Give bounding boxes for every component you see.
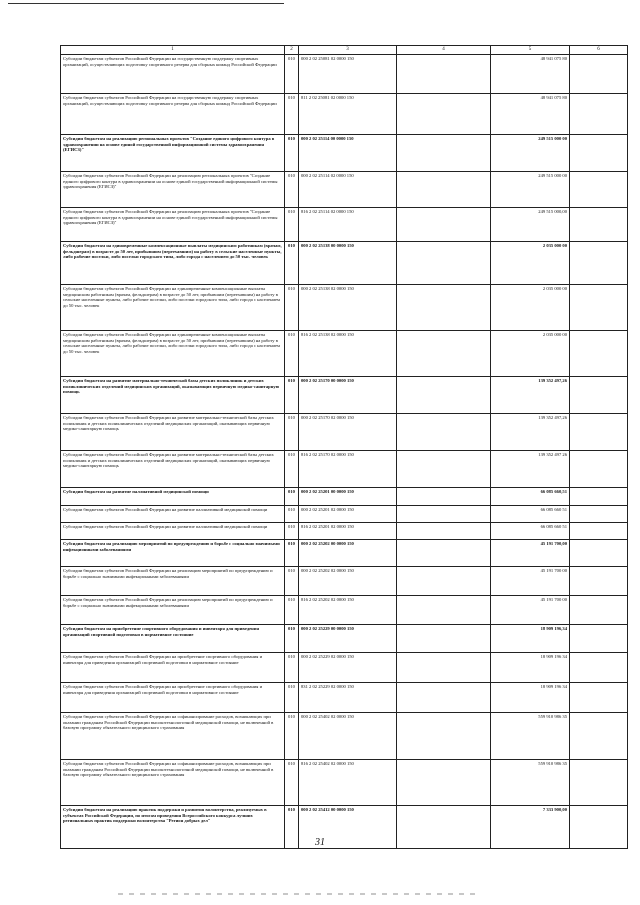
row-amount-cell: 7 333 900,00 <box>491 806 570 849</box>
row-budget-code-cell: 816 2 02 25201 02 0000 150 <box>299 523 397 540</box>
row-budget-code-cell: 000 2 02 25138 02 0000 150 <box>299 285 397 331</box>
row-empty-cell <box>397 625 491 653</box>
row-name-cell: Субсидии бюджетам субъектов Российской Федерации на реализацию региональных проектов "Создание единого цифрового контура в здравоохранении на основе единой государственной информационной системы здравоохранения (ЕГИСЗ)" <box>61 172 285 208</box>
table-row <box>61 55 628 94</box>
row-empty-cell <box>397 523 491 540</box>
row-empty-cell <box>397 506 491 523</box>
row-amount-cell: 559 910 986 35 <box>491 760 570 806</box>
row-percent-cell <box>570 242 628 285</box>
table-row <box>61 625 628 653</box>
table-header-row <box>61 46 628 55</box>
row-amount-cell: 249 515 000 00 <box>491 172 570 208</box>
row-percent-cell <box>570 653 628 683</box>
header-col-6: 6 <box>570 46 628 55</box>
row-budget-code-cell: 000 2 02 25201 02 0000 150 <box>299 506 397 523</box>
row-budget-code-cell: 816 2 02 25402 02 0000 150 <box>299 760 397 806</box>
row-budget-code-cell: 000 2 02 25114 00 0000 150 <box>299 135 397 172</box>
row-line-code-cell: 010 <box>285 285 299 331</box>
row-name-cell: Субсидии бюджетам субъектов Российской Федерации на реализацию региональных проектов "Создание единого цифрового контура в здравоохранении на основе единой государственной информационной системы здравоохранения (ЕГИСЗ)" <box>61 208 285 242</box>
row-budget-code-cell: 000 2 02 25170 00 0000 150 <box>299 377 397 414</box>
row-percent-cell <box>570 377 628 414</box>
table-row <box>61 683 628 713</box>
row-line-code-cell: 010 <box>285 625 299 653</box>
row-name-cell: Субсидии бюджетам субъектов Российской Федерации на софинансирование расходов, возникающих при оказании гражданам Российской Федерации высокотехнологичной медицинской помощи, не включенной в базовую программу обязательного медицинского страхования <box>61 760 285 806</box>
row-budget-code-cell: 816 2 02 25114 02 0000 150 <box>299 208 397 242</box>
row-amount-cell: 66 085 660,51 <box>491 488 570 506</box>
row-line-code-cell: 010 <box>285 488 299 506</box>
row-amount-cell: 48 941 075 80 <box>491 55 570 94</box>
row-line-code-cell: 010 <box>285 135 299 172</box>
table-row <box>61 94 628 135</box>
row-percent-cell <box>570 331 628 377</box>
table-row <box>61 135 628 172</box>
table-row <box>61 242 628 285</box>
row-amount-cell: 249 515 000 00 <box>491 135 570 172</box>
row-empty-cell <box>397 414 491 451</box>
row-percent-cell <box>570 285 628 331</box>
table-row <box>61 540 628 567</box>
row-amount-cell: 45 191 700 00 <box>491 567 570 596</box>
row-amount-cell: 139 352 497 26 <box>491 451 570 488</box>
row-name-cell: Субсидии бюджетам на развитие материально-технической базы детских поликлиник и детских поликлинических отделений медицинских организаций, оказывающих первичную медико-санитарную помощь <box>61 377 285 414</box>
table-row <box>61 523 628 540</box>
row-budget-code-cell: 000 2 02 25138 00 0000 150 <box>299 242 397 285</box>
row-percent-cell <box>570 683 628 713</box>
row-line-code-cell: 010 <box>285 172 299 208</box>
row-empty-cell <box>397 208 491 242</box>
row-amount-cell: 559 910 986 35 <box>491 713 570 760</box>
table-body <box>61 55 628 849</box>
page-number: 31 <box>315 837 325 848</box>
row-line-code-cell: 010 <box>285 55 299 94</box>
row-amount-cell: 18 909 196 34 <box>491 653 570 683</box>
row-line-code-cell: 010 <box>285 208 299 242</box>
row-name-cell: Субсидии бюджетам субъектов Российской Федерации на развитие паллиативной медицинской помощи <box>61 523 285 540</box>
row-amount-cell: 48 941 075 80 <box>491 94 570 135</box>
row-line-code-cell: 010 <box>285 506 299 523</box>
row-budget-code-cell: 811 2 02 25081 02 0000 150 <box>299 94 397 135</box>
row-name-cell: Субсидии бюджетам на развитие паллиативной медицинской помощи <box>61 488 285 506</box>
row-empty-cell <box>397 488 491 506</box>
table-row <box>61 713 628 760</box>
row-line-code-cell: 010 <box>285 523 299 540</box>
row-name-cell: Субсидии бюджетам субъектов Российской Федерации на приобретение спортивного оборудования и инвентаря для приведения организаций спортивной подготовки в нормативное состояние <box>61 653 285 683</box>
row-budget-code-cell: 000 2 02 25202 02 0000 150 <box>299 567 397 596</box>
header-col-4: 4 <box>397 46 491 55</box>
row-empty-cell <box>397 135 491 172</box>
row-percent-cell <box>570 523 628 540</box>
header-col-5: 5 <box>491 46 570 55</box>
row-budget-code-cell: 000 2 02 25229 02 0000 150 <box>299 653 397 683</box>
table-row <box>61 760 628 806</box>
table-row <box>61 506 628 523</box>
row-line-code-cell: 010 <box>285 653 299 683</box>
row-amount-cell: 139 352 497,26 <box>491 377 570 414</box>
row-percent-cell <box>570 451 628 488</box>
table-row <box>61 331 628 377</box>
row-percent-cell <box>570 94 628 135</box>
table-row <box>61 567 628 596</box>
row-name-cell: Субсидии бюджетам субъектов Российской Федерации на государственную поддержку спортивных организаций, осуществляющих подготовку спортивного резерва для сборных команд Российской Федерации <box>61 94 285 135</box>
budget-revenue-table <box>60 45 628 849</box>
row-empty-cell <box>397 451 491 488</box>
row-budget-code-cell: 816 2 02 25202 02 0000 150 <box>299 596 397 625</box>
table-row <box>61 208 628 242</box>
row-name-cell: Субсидии бюджетам субъектов Российской Федерации на реализацию мероприятий по предупреждению и борьбе с социально значимыми инфекционными заболеваниями <box>61 596 285 625</box>
row-percent-cell <box>570 506 628 523</box>
table-row <box>61 414 628 451</box>
row-amount-cell: 66 085 660 51 <box>491 523 570 540</box>
row-percent-cell <box>570 488 628 506</box>
row-name-cell: Субсидии бюджетам субъектов Российской Федерации на развитие материально-технической базы детских поликлиник и детских поликлинических отделений медицинских организаций, оказывающих первичную медико-санитарную помощь <box>61 451 285 488</box>
row-name-cell: Субсидии бюджетам на реализацию региональных проектов "Создание единого цифрового контура в здравоохранении на основе единой государственной информационной системы здравоохранения (ЕГИСЗ)" <box>61 135 285 172</box>
row-empty-cell <box>397 540 491 567</box>
row-line-code-cell: 010 <box>285 540 299 567</box>
row-budget-code-cell: 000 2 02 25114 02 0000 150 <box>299 172 397 208</box>
row-name-cell: Субсидии бюджетам субъектов Российской Федерации на реализацию мероприятий по предупреждению и борьбе с социально значимыми инфекционными заболеваниями <box>61 567 285 596</box>
table-row <box>61 172 628 208</box>
row-name-cell: Субсидии бюджетам субъектов Российской Федерации на софинансирование расходов, возникающих при оказании гражданам Российской Федерации высокотехнологичной медицинской помощи, не включенной в базовую программу обязательного медицинского страхования <box>61 713 285 760</box>
row-budget-code-cell: 000 2 02 25081 02 0000 150 <box>299 55 397 94</box>
row-name-cell: Субсидии бюджетам субъектов Российской Федерации на развитие материально-технической базы детских поликлиник и детских поликлинических отделений медицинских организаций, оказывающих первичную медико-санитарную помощь <box>61 414 285 451</box>
row-empty-cell <box>397 567 491 596</box>
row-percent-cell <box>570 760 628 806</box>
row-budget-code-cell: 000 2 02 25412 00 0000 150 <box>299 806 397 849</box>
row-amount-cell: 66 085 660 51 <box>491 506 570 523</box>
row-budget-code-cell: 000 2 02 25229 00 0000 150 <box>299 625 397 653</box>
row-budget-code-cell: 000 2 02 25170 02 0000 150 <box>299 414 397 451</box>
table-row <box>61 377 628 414</box>
table-row <box>61 653 628 683</box>
row-empty-cell <box>397 285 491 331</box>
row-empty-cell <box>397 377 491 414</box>
row-empty-cell <box>397 172 491 208</box>
row-budget-code-cell: 000 2 02 25402 02 0000 150 <box>299 713 397 760</box>
row-budget-code-cell: 816 2 02 25170 02 0000 150 <box>299 451 397 488</box>
row-amount-cell: 249 515 000,00 <box>491 208 570 242</box>
row-empty-cell <box>397 596 491 625</box>
row-amount-cell: 2 035 000 00 <box>491 331 570 377</box>
row-empty-cell <box>397 55 491 94</box>
row-empty-cell <box>397 683 491 713</box>
row-amount-cell: 2 035 000 00 <box>491 285 570 331</box>
table-row <box>61 596 628 625</box>
row-empty-cell <box>397 713 491 760</box>
row-name-cell: Субсидии бюджетам субъектов Российской Федерации на единовременные компенсационные выплаты медицинским работникам (врачам, фельдшерам) в возрасте до 50 лет, прибывшим (переехавшим) на работу в сельские населенные пункты, либо рабочие поселки, либо поселки городского типа, либо города с населением до 50 тыс. человек <box>61 331 285 377</box>
row-empty-cell <box>397 94 491 135</box>
row-empty-cell <box>397 653 491 683</box>
header-col-3: 3 <box>299 46 397 55</box>
row-percent-cell <box>570 713 628 760</box>
row-amount-cell: 45 191 700 00 <box>491 596 570 625</box>
table-row <box>61 451 628 488</box>
row-name-cell: Субсидии бюджетам на приобретение спортивного оборудования и инвентаря для приведения организаций спортивной подготовки в нормативное состояние <box>61 625 285 653</box>
row-line-code-cell: 010 <box>285 331 299 377</box>
row-name-cell: Субсидии бюджетам субъектов Российской Федерации на развитие паллиативной медицинской помощи <box>61 506 285 523</box>
scan-noise <box>118 893 478 895</box>
row-percent-cell <box>570 567 628 596</box>
table-row <box>61 488 628 506</box>
row-amount-cell: 139 352 497,26 <box>491 414 570 451</box>
row-budget-code-cell: 000 2 02 25202 00 0000 150 <box>299 540 397 567</box>
row-budget-code-cell: 831 2 02 25229 02 0000 150 <box>299 683 397 713</box>
row-amount-cell: 45 191 700,00 <box>491 540 570 567</box>
row-name-cell: Субсидии бюджетам на единовременные компенсационные выплаты медицинским работникам (врачам, фельдшерам) в возрасте до 50 лет, прибывшим (переехавшим) на работу в сельские населенные пункты, либо рабочие поселки, либо поселки городского типа, либо города с населением до 50 тыс. человек <box>61 242 285 285</box>
row-line-code-cell: 010 <box>285 94 299 135</box>
row-percent-cell <box>570 625 628 653</box>
row-amount-cell: 2 035 000 00 <box>491 242 570 285</box>
row-name-cell: Субсидии бюджетам субъектов Российской Федерации на государственную поддержку спортивных организаций, осуществляющих подготовку спортивного резерва для сборных команд Российской Федерации <box>61 55 285 94</box>
row-line-code-cell: 010 <box>285 377 299 414</box>
row-line-code-cell: 010 <box>285 414 299 451</box>
row-name-cell: Субсидии бюджетам субъектов Российской Федерации на единовременные компенсационные выплаты медицинским работникам (врачам, фельдшерам) в возрасте до 50 лет, прибывшим (переехавшим) на работу в сельские населенные пункты, либо рабочие поселки, либо поселки городского типа, либо города с населением до 50 тыс. человек <box>61 285 285 331</box>
row-empty-cell <box>397 331 491 377</box>
row-percent-cell <box>570 208 628 242</box>
row-budget-code-cell: 816 2 02 25138 02 0000 150 <box>299 331 397 377</box>
row-percent-cell <box>570 135 628 172</box>
row-line-code-cell: 010 <box>285 713 299 760</box>
row-line-code-cell: 010 <box>285 242 299 285</box>
row-amount-cell: 18 909 196 34 <box>491 683 570 713</box>
row-percent-cell <box>570 55 628 94</box>
top-rule <box>8 3 284 4</box>
row-line-code-cell: 010 <box>285 806 299 849</box>
row-empty-cell <box>397 242 491 285</box>
row-line-code-cell: 010 <box>285 451 299 488</box>
row-empty-cell <box>397 760 491 806</box>
header-col-1: 1 <box>61 46 285 55</box>
row-percent-cell <box>570 596 628 625</box>
row-line-code-cell: 010 <box>285 760 299 806</box>
row-name-cell: Субсидии бюджетам на реализацию практик поддержки и развития волонтерства, реализуемых в субъектах Российской Федерации, по итогам проведения Всероссийского конкурса лучших региональных практик поддержки волонтерства "Регион добрых дел" <box>61 806 285 849</box>
row-percent-cell <box>570 172 628 208</box>
row-name-cell: Субсидии бюджетам на реализацию мероприятий по предупреждению и борьбе с социально значимыми инфекционными заболеваниями <box>61 540 285 567</box>
table-row <box>61 285 628 331</box>
row-budget-code-cell: 000 2 02 25201 00 0000 150 <box>299 488 397 506</box>
row-name-cell: Субсидии бюджетам субъектов Российской Федерации на приобретение спортивного оборудования и инвентаря для приведения организаций спортивной подготовки в нормативное состояние <box>61 683 285 713</box>
row-percent-cell <box>570 540 628 567</box>
row-percent-cell <box>570 414 628 451</box>
row-line-code-cell: 010 <box>285 567 299 596</box>
header-col-2: 2 <box>285 46 299 55</box>
row-line-code-cell: 010 <box>285 596 299 625</box>
row-line-code-cell: 010 <box>285 683 299 713</box>
row-amount-cell: 18 909 196,34 <box>491 625 570 653</box>
